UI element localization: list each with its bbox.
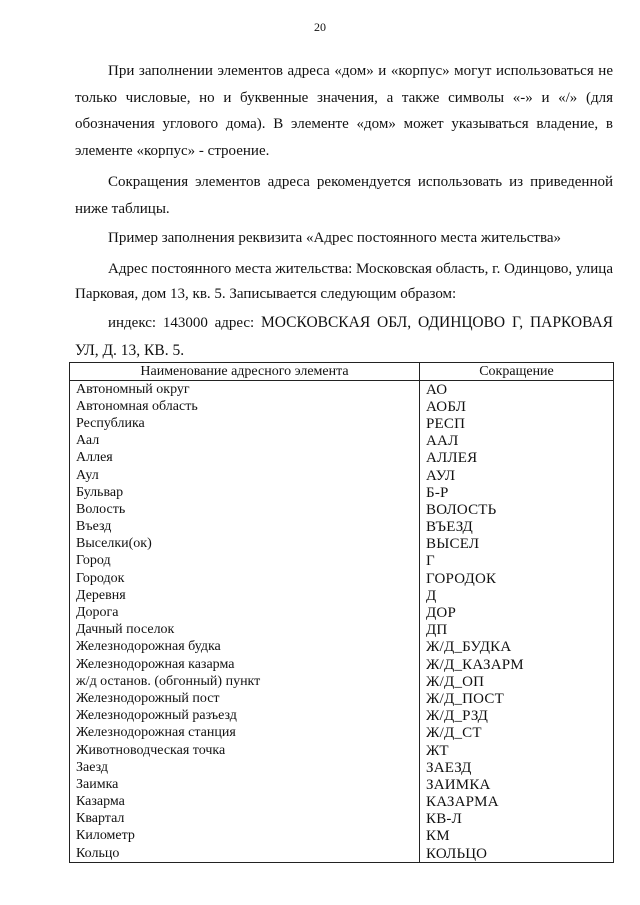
cell-abbreviation: Д bbox=[420, 587, 614, 604]
table-row bbox=[70, 656, 614, 673]
paragraph-example-encoded bbox=[75, 309, 613, 365]
table-row bbox=[70, 536, 614, 553]
cell-element-name: Километр bbox=[70, 828, 420, 845]
table-row bbox=[70, 725, 614, 742]
cell-abbreviation: ЗАИМКА bbox=[420, 776, 614, 793]
cell-element-name: Дачный поселок bbox=[70, 622, 420, 639]
cell-abbreviation: Ж/Д_СТ bbox=[420, 725, 614, 742]
cell-abbreviation: ЖТ bbox=[420, 742, 614, 759]
header-abbreviation: Сокращение bbox=[420, 363, 614, 381]
table-body bbox=[70, 381, 614, 863]
cell-element-name: Казарма bbox=[70, 794, 420, 811]
cell-abbreviation: ВОЛОСТЬ bbox=[420, 501, 614, 518]
table-row bbox=[70, 450, 614, 467]
cell-element-name: Аллея bbox=[70, 450, 420, 467]
cell-abbreviation: ЗАЕЗД bbox=[420, 759, 614, 776]
table-row bbox=[70, 604, 614, 621]
table-row bbox=[70, 484, 614, 501]
cell-abbreviation: ДОР bbox=[420, 604, 614, 621]
table-row bbox=[70, 845, 614, 863]
cell-abbreviation: Ж/Д_ОП bbox=[420, 673, 614, 690]
table-row bbox=[70, 381, 614, 399]
table-row bbox=[70, 415, 614, 432]
cell-element-name: Автономная область bbox=[70, 398, 420, 415]
paragraph-abbreviations-note: Сокращения элементов адреса рекомендуется использовать из приведенной ниже таблицы. bbox=[75, 174, 613, 217]
cell-abbreviation: ГОРОДОК bbox=[420, 570, 614, 587]
cell-element-name: Дорога bbox=[70, 604, 420, 621]
index-prefix: индекс: 143000 адрес: bbox=[108, 314, 261, 331]
cell-abbreviation: Г bbox=[420, 553, 614, 570]
table-row bbox=[70, 570, 614, 587]
cell-element-name: Железнодорожный пост bbox=[70, 690, 420, 707]
paragraph-example-heading: Пример заполнения реквизита «Адрес постоянного места жительства» bbox=[108, 230, 562, 246]
table-row bbox=[70, 587, 614, 604]
cell-element-name: Город bbox=[70, 553, 420, 570]
cell-abbreviation: Ж/Д_БУДКА bbox=[420, 639, 614, 656]
cell-element-name: Животноводческая точка bbox=[70, 742, 420, 759]
table-row bbox=[70, 673, 614, 690]
table-row bbox=[70, 742, 614, 759]
table-row bbox=[70, 398, 614, 415]
cell-abbreviation: АУЛ bbox=[420, 467, 614, 484]
table-row bbox=[70, 776, 614, 793]
cell-element-name: Заезд bbox=[70, 759, 420, 776]
table-row bbox=[70, 639, 614, 656]
cell-abbreviation: Ж/Д_ПОСТ bbox=[420, 690, 614, 707]
table-header-row bbox=[70, 363, 614, 381]
table-row bbox=[70, 622, 614, 639]
cell-abbreviation: ВЪЕЗД bbox=[420, 519, 614, 536]
cell-element-name: Автономный округ bbox=[70, 381, 420, 399]
cell-abbreviation: КАЗАРМА bbox=[420, 794, 614, 811]
cell-element-name: Квартал bbox=[70, 811, 420, 828]
cell-abbreviation: АЛЛЕЯ bbox=[420, 450, 614, 467]
table-row bbox=[70, 501, 614, 518]
table-row bbox=[70, 708, 614, 725]
cell-element-name: Деревня bbox=[70, 587, 420, 604]
table-row bbox=[70, 794, 614, 811]
cell-element-name: Аал bbox=[70, 433, 420, 450]
cell-abbreviation: КВ-Л bbox=[420, 811, 614, 828]
cell-element-name: Волость bbox=[70, 501, 420, 518]
cell-abbreviation: Ж/Д_КАЗАРМ bbox=[420, 656, 614, 673]
cell-element-name: Въезд bbox=[70, 519, 420, 536]
paragraph-example-address: Адрес постоянного места жительства: Московская область, г. Одинцово, улица Парковая, дом 13, кв. 5. Записывается следующим образом: bbox=[75, 260, 613, 302]
cell-element-name: Железнодорожная казарма bbox=[70, 656, 420, 673]
cell-element-name: Железнодорожная будка bbox=[70, 639, 420, 656]
table-row bbox=[70, 553, 614, 570]
cell-abbreviation: РЕСП bbox=[420, 415, 614, 432]
cell-element-name: Аул bbox=[70, 467, 420, 484]
encoded-address: МОСКОВСКАЯ ОБЛ, ОДИНЦОВО Г, ПАРКОВАЯ УЛ, Д. 13, КВ. 5. bbox=[75, 313, 613, 359]
table-row bbox=[70, 519, 614, 536]
paragraph-address-elements: При заполнении элементов адреса «дом» и «корпус» могут использоваться не только числовые, но и буквенные значения, а также символы «-» и «/» (для обозначения углового дома). В элементе «дом» может указываться владение, в элементе «корпус» - строение. bbox=[75, 63, 613, 159]
cell-element-name: Выселки(ок) bbox=[70, 536, 420, 553]
table-row bbox=[70, 759, 614, 776]
cell-abbreviation: АОБЛ bbox=[420, 398, 614, 415]
cell-abbreviation: КОЛЬЦО bbox=[420, 845, 614, 863]
document-body bbox=[75, 58, 613, 365]
cell-abbreviation: Б-Р bbox=[420, 484, 614, 501]
cell-element-name: Городок bbox=[70, 570, 420, 587]
cell-element-name: Бульвар bbox=[70, 484, 420, 501]
cell-element-name: Республика bbox=[70, 415, 420, 432]
table-row bbox=[70, 467, 614, 484]
cell-abbreviation: Ж/Д_РЗД bbox=[420, 708, 614, 725]
cell-element-name: Заимка bbox=[70, 776, 420, 793]
table-row bbox=[70, 811, 614, 828]
page-number: 20 bbox=[314, 20, 326, 34]
table-row bbox=[70, 828, 614, 845]
header-element-name: Наименование адресного элемента bbox=[70, 363, 420, 381]
cell-element-name: ж/д останов. (обгонный) пункт bbox=[70, 673, 420, 690]
abbreviations-table bbox=[69, 362, 614, 863]
table-row bbox=[70, 690, 614, 707]
cell-element-name: Кольцо bbox=[70, 845, 420, 863]
cell-element-name: Железнодорожная станция bbox=[70, 725, 420, 742]
cell-abbreviation: ДП bbox=[420, 622, 614, 639]
cell-abbreviation: ВЫСЕЛ bbox=[420, 536, 614, 553]
cell-element-name: Железнодорожный разъезд bbox=[70, 708, 420, 725]
table-row bbox=[70, 433, 614, 450]
cell-abbreviation: ААЛ bbox=[420, 433, 614, 450]
cell-abbreviation: АО bbox=[420, 381, 614, 399]
cell-abbreviation: КМ bbox=[420, 828, 614, 845]
